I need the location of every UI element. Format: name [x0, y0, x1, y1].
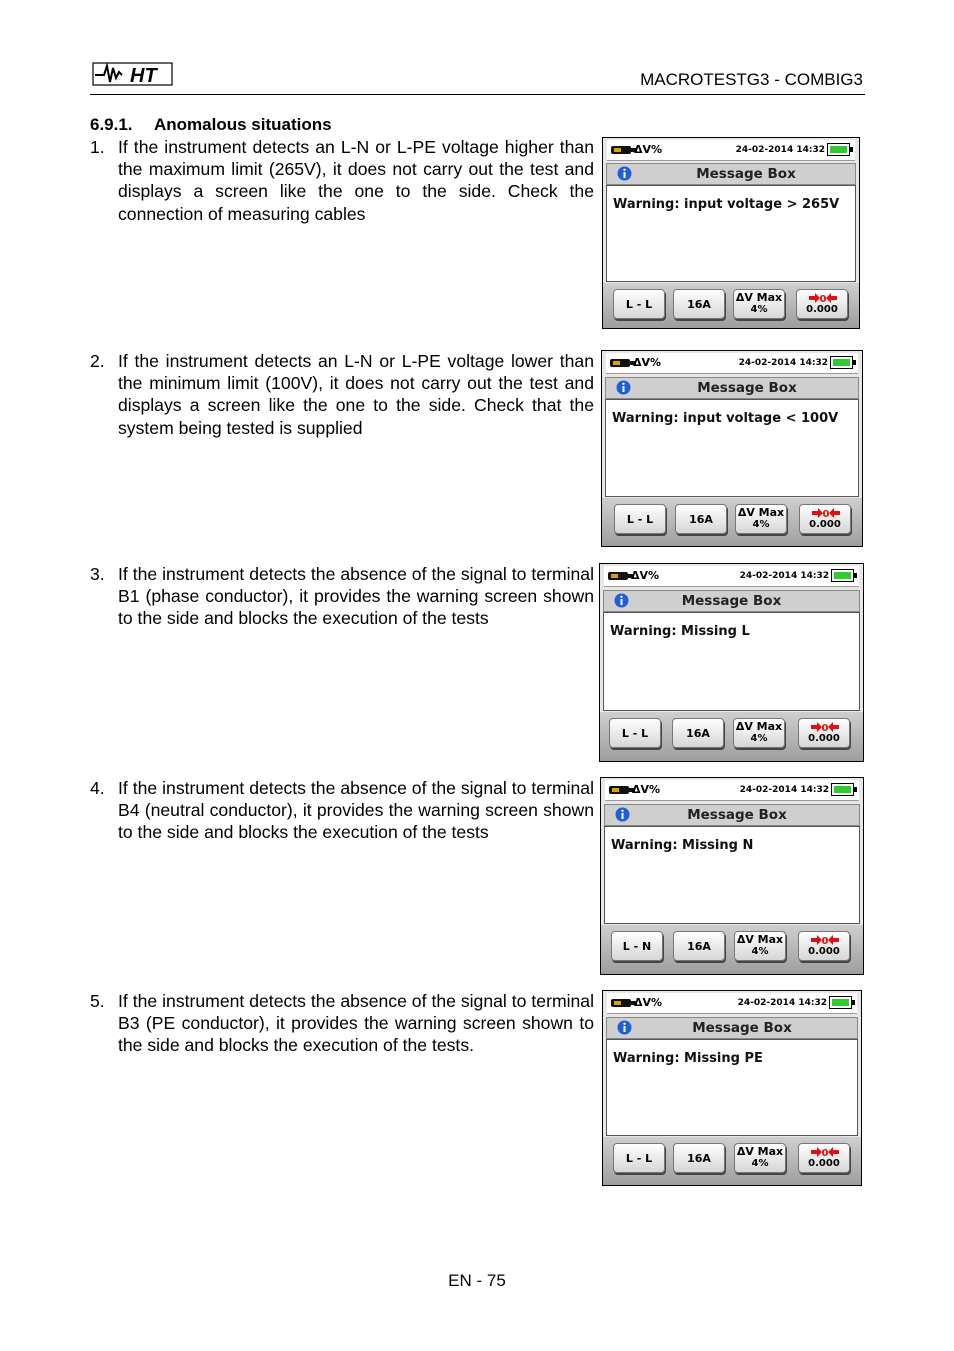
current-key-label: 16A: [689, 513, 713, 526]
item-number: 1.: [90, 137, 105, 157]
battery-icon: [829, 996, 855, 1009]
battery-icon: [831, 783, 857, 796]
section-number: 6.9.1.: [90, 115, 133, 134]
zero-key[interactable]: [798, 931, 850, 961]
warning-message: Warning: Missing N: [611, 838, 754, 853]
status-bar: [607, 140, 855, 161]
softkey-bar: [602, 498, 862, 547]
status-label: ΔV%: [631, 569, 660, 582]
item-number: 4.: [90, 778, 105, 798]
dv-max-value: 4%: [751, 1158, 769, 1169]
current-key-label: 16A: [687, 940, 711, 953]
softkey-bar: [603, 283, 859, 329]
message-box-body: [606, 185, 856, 282]
message-box-header: [605, 377, 859, 399]
status-bar: [604, 566, 859, 587]
softkey-bar: [601, 925, 863, 975]
warning-message: Warning: input voltage < 100V: [612, 411, 839, 426]
battery-icon: [830, 356, 856, 369]
svg-text:0: 0: [821, 1148, 829, 1158]
status-bar: [605, 780, 859, 801]
logo-text: HT: [130, 65, 157, 87]
message-box-title: Message Box: [687, 807, 787, 823]
zero-arrows-icon: [811, 721, 839, 733]
mode-key[interactable]: [613, 289, 665, 319]
zero-value: 0.000: [808, 946, 840, 957]
list-item-5: [90, 990, 594, 1057]
message-box-header: [604, 804, 860, 826]
mode-key[interactable]: [614, 504, 666, 534]
item-text: If the instrument detects the absence of the signal to terminal B1 (phase conductor), it provides the warning screen shown to the side and blocks the execution of the tests: [118, 564, 594, 629]
dv-max-key[interactable]: [734, 1143, 786, 1173]
zero-key[interactable]: [796, 289, 848, 319]
instrument-screen-2: [601, 350, 863, 547]
mode-key[interactable]: [613, 1143, 665, 1173]
message-box-header: [603, 590, 860, 612]
item-text: If the instrument detects the absence of the signal to terminal B3 (PE conductor), it provides the warning screen shown to the side and blocks the execution of the tests.: [118, 991, 594, 1056]
warning-message: Warning: Missing L: [610, 624, 750, 639]
message-box-body: [606, 1039, 858, 1136]
svg-text:0: 0: [822, 509, 830, 519]
datetime: 24-02-2014 14:32: [739, 785, 829, 795]
mode-key[interactable]: [609, 718, 661, 748]
mode-key-label: L - L: [621, 727, 649, 740]
dv-max-label: ΔV Max: [737, 506, 785, 519]
zero-value: 0.000: [806, 304, 838, 315]
list-item-4: [90, 777, 594, 844]
battery-icon: [827, 143, 853, 156]
section-heading: [90, 115, 332, 135]
dv-max-label: ΔV Max: [735, 291, 783, 304]
status-label: ΔV%: [634, 996, 663, 1009]
current-key[interactable]: [672, 718, 724, 748]
status-label: ΔV%: [634, 143, 663, 156]
current-key-label: 16A: [687, 1152, 711, 1165]
svg-text:0: 0: [821, 936, 829, 946]
current-key[interactable]: [673, 1143, 725, 1173]
page-number: EN - 75: [448, 1271, 506, 1290]
svg-text:0: 0: [821, 723, 829, 733]
status-label: ΔV%: [632, 783, 661, 796]
battery-icon: [831, 569, 857, 582]
zero-value: 0.000: [808, 733, 840, 744]
warning-message: Warning: Missing PE: [613, 1051, 763, 1066]
dv-max-key[interactable]: [733, 718, 785, 748]
dv-max-value: 4%: [750, 733, 768, 744]
message-box-title: Message Box: [681, 593, 782, 609]
info-icon: [616, 380, 631, 395]
status-bar: [607, 993, 857, 1014]
current-key-label: 16A: [686, 727, 710, 740]
current-key[interactable]: [673, 289, 725, 319]
item-number: 2.: [90, 351, 105, 371]
info-icon: [617, 166, 632, 181]
dv-max-label: ΔV Max: [736, 933, 784, 946]
list-item-3: [90, 563, 594, 630]
message-box-title: Message Box: [692, 1020, 792, 1036]
message-box-body: [605, 399, 859, 497]
instrument-screen-4: [600, 777, 864, 975]
message-box-title: Message Box: [696, 166, 796, 182]
dv-max-key[interactable]: [733, 289, 785, 319]
message-box-header: [606, 1017, 858, 1039]
mode-key-label: L - L: [626, 513, 654, 526]
instrument-screen-5: [602, 990, 862, 1186]
item-text: If the instrument detects an L-N or L-PE voltage higher than the maximum limit (265V), it does not carry out the test and displays a screen like the one to the side. Check the connection of measuring cables: [118, 137, 594, 224]
item-number: 5.: [90, 991, 105, 1011]
dv-max-value: 4%: [750, 304, 768, 315]
mode-key-label: L - L: [625, 298, 653, 311]
list-item-1: [90, 136, 594, 225]
svg-text:0: 0: [819, 294, 827, 304]
message-box-title: Message Box: [697, 380, 797, 396]
ht-logo: [92, 58, 174, 88]
zero-arrows-icon: [811, 934, 839, 946]
dv-max-label: ΔV Max: [735, 720, 783, 733]
datetime: 24-02-2014 14:32: [739, 571, 829, 581]
current-key[interactable]: [675, 504, 727, 534]
document-title: MACROTESTG3 - COMBIG3: [640, 70, 863, 89]
mode-key-label: L - L: [625, 1152, 653, 1165]
dv-max-value: 4%: [752, 519, 770, 530]
message-box-body: [603, 612, 860, 711]
zero-key[interactable]: [799, 504, 851, 534]
dv-max-key[interactable]: [735, 504, 787, 534]
message-box-header: [606, 163, 856, 185]
zero-arrows-icon: [809, 292, 837, 304]
item-number: 3.: [90, 564, 105, 584]
status-label: ΔV%: [633, 356, 662, 369]
message-box-body: [604, 826, 860, 924]
warning-message: Warning: input voltage > 265V: [613, 197, 840, 212]
instrument-screen-1: [602, 137, 860, 329]
status-bar: [606, 353, 858, 374]
section-title: Anomalous situations: [154, 115, 332, 134]
softkey-bar: [600, 712, 863, 762]
zero-value: 0.000: [809, 519, 841, 530]
mode-key-label: L - N: [622, 940, 652, 953]
softkey-bar: [603, 1137, 861, 1186]
zero-key[interactable]: [798, 1143, 850, 1173]
zero-key[interactable]: [798, 718, 850, 748]
zero-arrows-icon: [812, 507, 840, 519]
current-key[interactable]: [673, 931, 725, 961]
instrument-screen-3: [599, 563, 864, 762]
datetime: 24-02-2014 14:32: [738, 358, 828, 368]
mode-key[interactable]: [611, 931, 663, 961]
item-text: If the instrument detects an L-N or L-PE voltage lower than the minimum limit (100V), it does not carry out the test and displays a screen like the one to the side. Check that the system being tested is supplied: [118, 351, 594, 438]
item-text: If the instrument detects the absence of the signal to terminal B4 (neutral conductor), it provides the warning screen shown to the side and blocks the execution of the tests: [118, 778, 594, 843]
header-rule: [90, 94, 865, 95]
dv-max-label: ΔV Max: [736, 1145, 784, 1158]
zero-arrows-icon: [811, 1146, 839, 1158]
zero-value: 0.000: [808, 1158, 840, 1169]
dv-max-value: 4%: [751, 946, 769, 957]
datetime: 24-02-2014 14:32: [737, 998, 827, 1008]
dv-max-key[interactable]: [734, 931, 786, 961]
current-key-label: 16A: [687, 298, 711, 311]
list-item-2: [90, 350, 594, 439]
datetime: 24-02-2014 14:32: [735, 145, 825, 155]
